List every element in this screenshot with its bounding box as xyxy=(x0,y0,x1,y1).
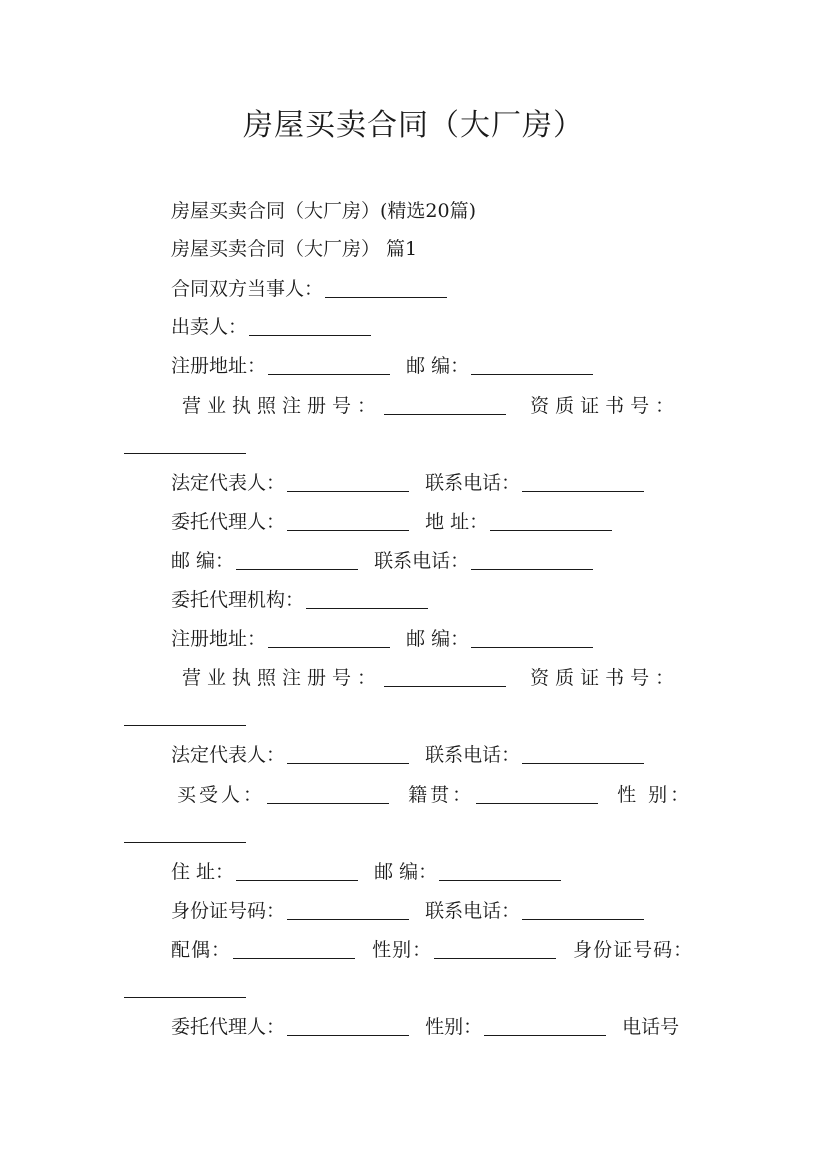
spouse-line: 配偶： 性别： 身份证号码： xyxy=(171,939,694,961)
buyer-agent-line: 委托代理人： 性别： 电话号 xyxy=(171,1016,680,1038)
blank-field[interactable] xyxy=(471,568,593,570)
spouse-line-wrap xyxy=(0,976,827,1002)
blank-field[interactable] xyxy=(287,529,409,531)
blank-field[interactable] xyxy=(287,490,409,492)
blank-field[interactable] xyxy=(522,762,644,764)
buyer-line: 买受人： 籍贯： 性 别： xyxy=(177,784,693,806)
seller-rep-line: 法定代表人： 联系电话： xyxy=(0,470,827,496)
blank-field[interactable] xyxy=(471,373,593,375)
blank-field[interactable] xyxy=(471,646,593,648)
document-title: 房屋买卖合同（大厂房） xyxy=(243,108,584,143)
agency-license-wrap xyxy=(0,704,827,730)
blank-field[interactable] xyxy=(384,685,506,687)
blank-field[interactable] xyxy=(233,957,355,959)
blank-field[interactable] xyxy=(522,490,644,492)
blank-field[interactable] xyxy=(434,957,556,959)
blank-field[interactable] xyxy=(236,568,358,570)
seller-license-line: 营业执照注册号： 资质证书号： xyxy=(182,395,681,417)
blank-field[interactable] xyxy=(249,334,371,336)
blank-field[interactable] xyxy=(439,879,561,881)
blank-field[interactable] xyxy=(384,413,506,415)
agency-line: 委托代理机构： xyxy=(0,587,827,613)
blank-field[interactable] xyxy=(490,529,612,531)
blank-field[interactable] xyxy=(124,996,246,998)
blank-field[interactable] xyxy=(124,841,246,843)
seller-address-line: 注册地址： 邮 编： xyxy=(0,353,827,379)
subtitle-line: 房屋买卖合同（大厂房）(精选20篇) xyxy=(171,200,477,222)
blank-field[interactable] xyxy=(236,879,358,881)
blank-field[interactable] xyxy=(287,1034,409,1036)
buyer-address-line: 住 址： 邮 编： xyxy=(0,859,827,885)
section-heading: 房屋买卖合同（大厂房） 篇1 xyxy=(171,238,418,260)
blank-field[interactable] xyxy=(522,918,644,920)
blank-field[interactable] xyxy=(124,452,246,454)
blank-field[interactable] xyxy=(287,762,409,764)
blank-field[interactable] xyxy=(287,918,409,920)
agency-license-line: 营业执照注册号： 资质证书号： xyxy=(182,667,681,689)
seller-agent-line: 委托代理人： 地 址： xyxy=(0,509,827,535)
seller-agent-contact-line: 邮 编： 联系电话： xyxy=(0,548,827,574)
blank-field[interactable] xyxy=(306,607,428,609)
blank-field[interactable] xyxy=(325,296,447,298)
parties-line: 合同双方当事人： xyxy=(0,276,827,302)
blank-field[interactable] xyxy=(267,802,389,804)
agency-rep-line: 法定代表人： 联系电话： xyxy=(0,742,827,768)
seller-license-wrap xyxy=(0,432,827,458)
seller-line: 出卖人： xyxy=(0,314,827,340)
blank-field[interactable] xyxy=(268,373,390,375)
agency-address-line: 注册地址： 邮 编： xyxy=(0,626,827,652)
blank-field[interactable] xyxy=(268,646,390,648)
buyer-id-line: 身份证号码： 联系电话： xyxy=(0,898,827,924)
blank-field[interactable] xyxy=(124,724,246,726)
buyer-line-wrap xyxy=(0,821,827,847)
blank-field[interactable] xyxy=(484,1034,606,1036)
blank-field[interactable] xyxy=(476,802,598,804)
